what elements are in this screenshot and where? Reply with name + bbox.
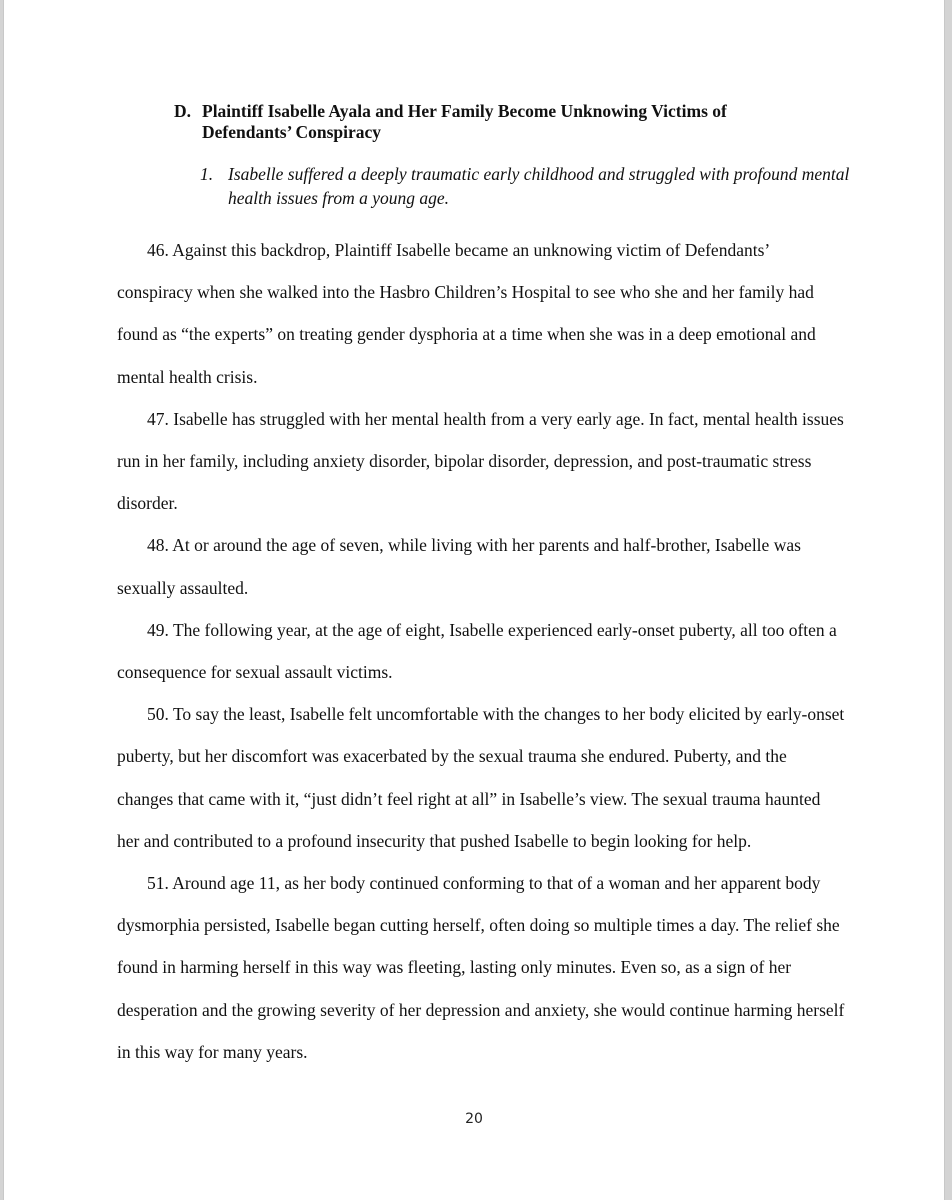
- paragraph-number: 47.: [147, 408, 169, 429]
- paragraph-text: To say the least, Isabelle felt uncomfortable with the changes to her body elicited by early-onset puberty, but her discomfort was exacerbated by the sexual trauma she endured. Puberty, and the changes that came with it, “just didn’t feel right at all” in Isabelle’s view. The sexual trauma haunted her and contributed to a profound insecurity that pushed Isabelle to begin looking for help.: [117, 704, 845, 851]
- paragraph-46: [117, 229, 847, 398]
- paragraph-number: 50.: [147, 704, 169, 725]
- paragraph-number: 51.: [147, 873, 169, 894]
- paragraph-47: [117, 398, 847, 525]
- body-text: [117, 229, 847, 1073]
- paragraph-number: 49.: [147, 619, 169, 640]
- paragraph-text: Around age 11, as her body continued conforming to that of a woman and her apparent body dysmorphia persisted, Isabelle began cutting herself, often doing so multiple times a day. The relief she found in harming herself in this way was fleeting, lasting only minutes. Even so, as a sign of her desperation and the growing severity of her depression and anxiety, she would continue harming herself in this way for many years.: [117, 873, 845, 1062]
- paragraph-text: At or around the age of seven, while living with her parents and half-brother, Isabelle was sexually assaulted.: [117, 535, 801, 598]
- subsection-heading: [200, 162, 850, 210]
- paragraph-text: Against this backdrop, Plaintiff Isabelle became an unknowing victim of Defendants’ conspiracy when she walked into the Hasbro Children’s Hospital to see who she and her family had found as “the experts” on treating gender dysphoria at a time when she was in a deep emotional and mental health crisis.: [117, 240, 816, 387]
- paragraph-50: [117, 693, 847, 862]
- section-heading: [174, 101, 814, 143]
- paragraph-number: 46.: [147, 240, 169, 260]
- paragraph-text: The following year, at the age of eight, Isabelle experienced early-onset puberty, all too often a consequence for sexual assault victims.: [117, 619, 837, 683]
- paragraph-49: [117, 609, 847, 693]
- subsection-number: 1.: [200, 164, 214, 184]
- subsection-title: Isabelle suffered a deeply traumatic early childhood and struggled with profound mental health issues from a young age.: [228, 164, 850, 208]
- document-page: [3, 0, 945, 1200]
- paragraph-48: [117, 524, 847, 608]
- paragraph-number: 48.: [147, 535, 169, 556]
- paragraph-text: Isabelle has struggled with her mental health from a very early age. In fact, mental health issues run in her family, including anxiety disorder, bipolar disorder, depression, and post-traumatic stress disorder.: [117, 408, 844, 514]
- section-title: Plaintiff Isabelle Ayala and Her Family Become Unknowing Victims of Defendants’ Conspiracy: [202, 101, 727, 142]
- paragraph-51: [117, 862, 847, 1073]
- page-number: 20: [465, 1111, 483, 1127]
- section-letter: D.: [174, 101, 192, 121]
